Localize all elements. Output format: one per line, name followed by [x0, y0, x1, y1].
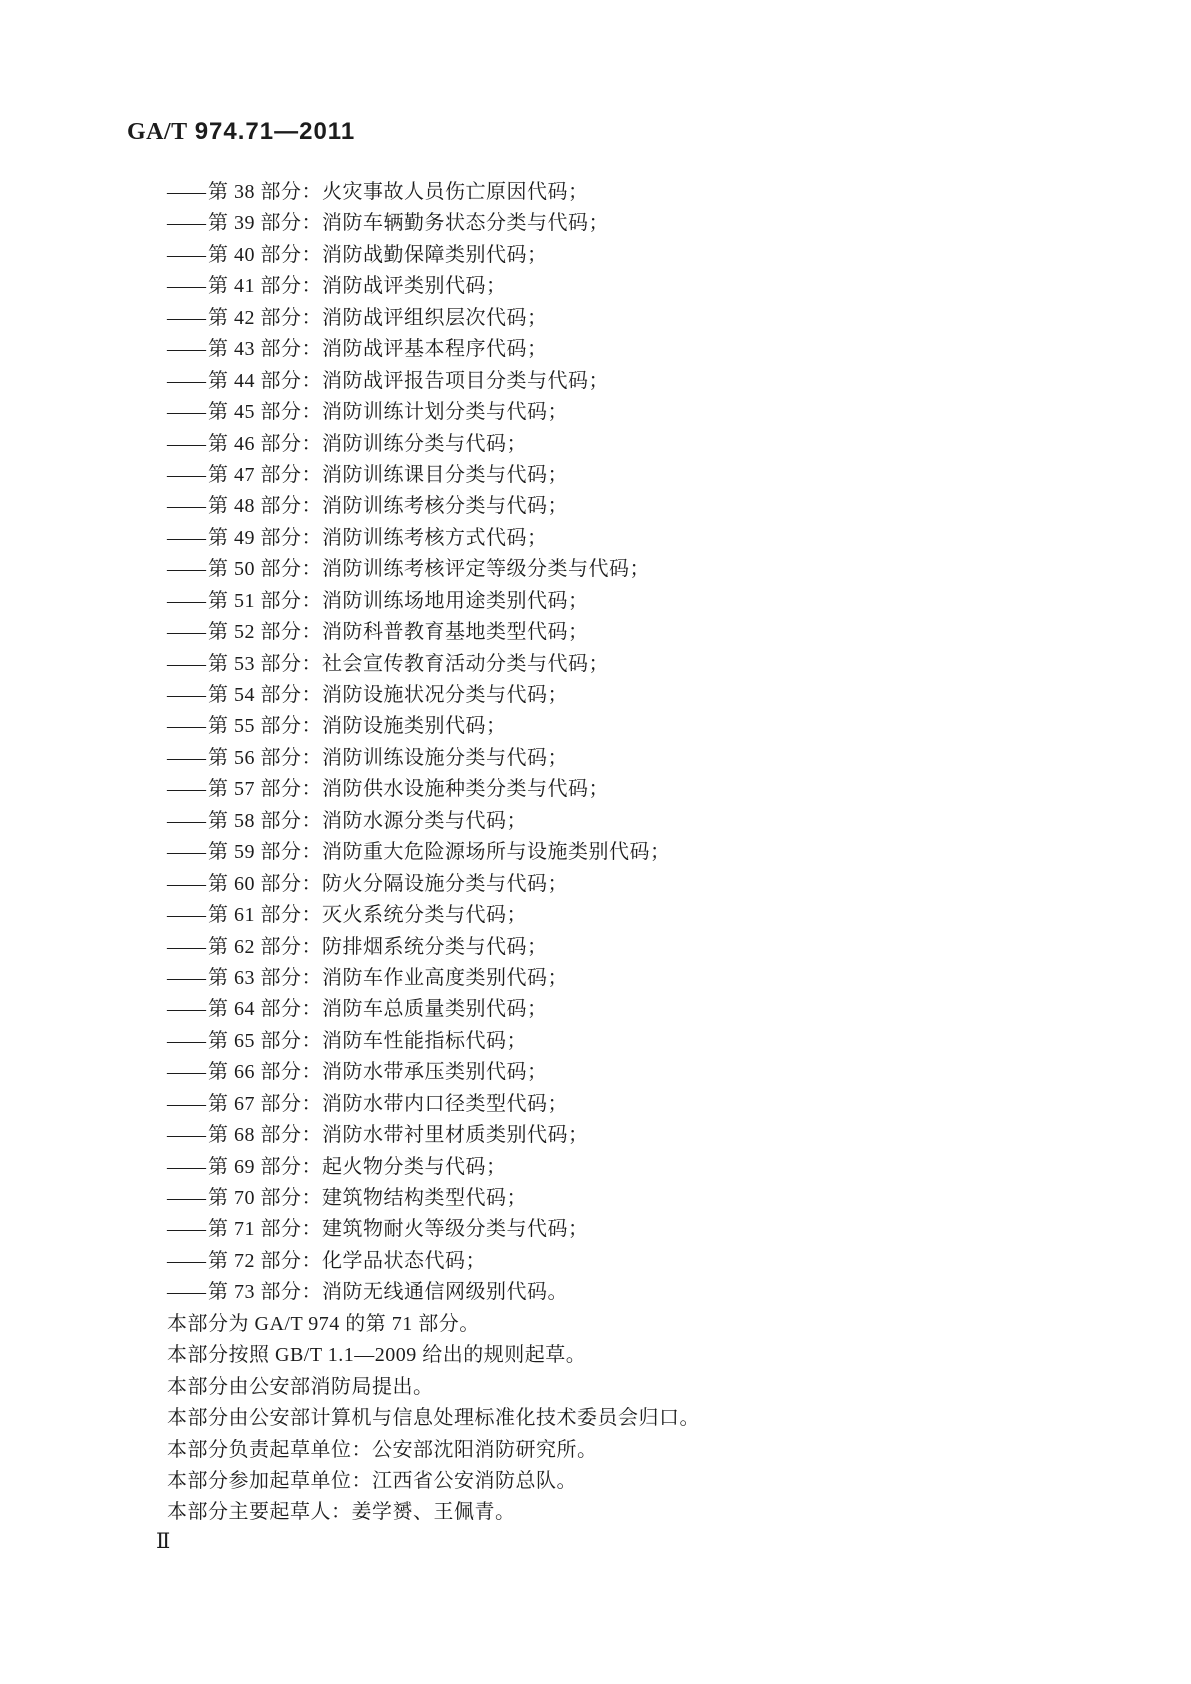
list-item-text: 第 40 部分：消防战勤保障类别代码；: [208, 243, 548, 266]
list-item: [167, 334, 700, 365]
list-item: [167, 1026, 700, 1057]
list-item: [167, 1183, 700, 1214]
list-item: [167, 554, 700, 585]
list-item: [167, 806, 700, 837]
list-item-dash: ——: [167, 526, 205, 549]
doc-number: [127, 118, 355, 146]
list-item-dash: ——: [167, 181, 205, 203]
list-item-dash: ——: [167, 904, 205, 927]
list-item-text: 第 38 部分：火灾事故人员伤亡原因代码；: [208, 181, 589, 203]
list-item: [167, 1214, 700, 1245]
list-item: [167, 680, 700, 711]
list-item: [167, 303, 700, 334]
list-item-text: 第 45 部分：消防训练计划分类与代码；: [208, 401, 568, 424]
list-item-dash: ——: [167, 558, 205, 581]
list-item-text: 第 64 部分：消防车总质量类别代码；: [208, 998, 548, 1021]
paragraphs: [167, 1309, 700, 1529]
list-item-dash: ——: [167, 275, 205, 298]
page-number: Ⅱ: [156, 1529, 171, 1553]
list-item-text: 第 39 部分：消防车辆勤务状态分类与代码；: [208, 212, 609, 235]
list-item-text: 第 42 部分：消防战评组织层次代码；: [208, 306, 548, 329]
list-item-dash: ——: [167, 306, 205, 329]
list-item: [167, 837, 700, 868]
list-item-text: 第 66 部分：消防水带承压类别代码；: [208, 1061, 548, 1084]
list-item-dash: ——: [167, 935, 205, 958]
list-item-dash: ——: [167, 684, 205, 706]
list-item-text: 第 60 部分：防火分隔设施分类与代码；: [208, 872, 568, 895]
list-item: [167, 1152, 700, 1183]
list-item-text: 第 65 部分：消防车性能指标代码；: [208, 1029, 527, 1052]
list-item-text: 第 56 部分：消防训练设施分类与代码；: [208, 746, 568, 769]
list-item-dash: ——: [167, 1092, 205, 1115]
part-list: [167, 177, 700, 1309]
list-item: [167, 711, 700, 742]
list-item: [167, 271, 700, 302]
list-item-text: 第 72 部分：化学品状态代码；: [208, 1249, 486, 1272]
list-item: [167, 900, 700, 931]
foreword-content: [167, 177, 700, 1529]
list-item-dash: ——: [167, 1187, 205, 1209]
paragraph: 本部分主要起草人：姜学赟、王佩青。: [167, 1501, 516, 1524]
paragraph: 本部分按照 GB/T 1.1—2009 给出的规则起草。: [167, 1344, 587, 1367]
list-item-dash: ——: [167, 809, 205, 832]
list-item-text: 第 50 部分：消防训练考核评定等级分类与代码；: [208, 558, 650, 581]
list-item-text: 第 69 部分：起火物分类与代码；: [208, 1155, 507, 1178]
list-item-dash: ——: [167, 621, 205, 644]
list-item-dash: ——: [167, 966, 205, 989]
doc-number-code: GA/T: [127, 119, 188, 145]
list-item-dash: ——: [167, 1029, 205, 1052]
list-item-dash: ——: [167, 1249, 205, 1272]
list-item-dash: ——: [167, 872, 205, 895]
paragraph: 本部分参加起草单位：江西省公安消防总队。: [167, 1469, 577, 1492]
list-item: [167, 994, 700, 1025]
list-item: [167, 1277, 700, 1308]
list-item-text: 第 59 部分：消防重大危险源场所与设施类别代码；: [208, 841, 671, 864]
list-item-dash: ——: [167, 1124, 205, 1147]
list-item: [167, 1089, 700, 1120]
list-item-dash: ——: [167, 1061, 205, 1084]
list-item: [167, 649, 700, 680]
list-item-dash: ——: [167, 369, 205, 392]
list-item-text: 第 43 部分：消防战评基本程序代码；: [208, 338, 548, 361]
list-item: [167, 1120, 700, 1151]
list-item: [167, 397, 700, 428]
list-item-dash: ——: [167, 401, 205, 424]
list-item-text: 第 54 部分：消防设施状况分类与代码；: [208, 684, 568, 706]
list-item-dash: ——: [167, 495, 205, 518]
paragraph: 本部分为 GA/T 974 的第 71 部分。: [167, 1312, 480, 1335]
paragraph: 本部分由公安部计算机与信息处理标准化技术委员会归口。: [167, 1407, 700, 1430]
list-item: [167, 963, 700, 994]
list-item-text: 第 62 部分：防排烟系统分类与代码；: [208, 935, 548, 958]
list-item: [167, 460, 700, 491]
list-item: [167, 208, 700, 239]
list-item: [167, 523, 700, 554]
list-item-dash: ——: [167, 212, 205, 235]
list-item-text: 第 57 部分：消防供水设施种类分类与代码；: [208, 778, 609, 801]
list-item-text: 第 58 部分：消防水源分类与代码；: [208, 809, 527, 832]
list-item: [167, 617, 700, 648]
list-item: [167, 869, 700, 900]
paragraph: 本部分负责起草单位：公安部沈阳消防研究所。: [167, 1438, 598, 1461]
list-item-dash: ——: [167, 338, 205, 361]
list-item: [167, 240, 700, 271]
list-item: [167, 366, 700, 397]
list-item-text: 第 73 部分：消防无线通信网级别代码。: [208, 1281, 568, 1304]
list-item-text: 第 70 部分：建筑物结构类型代码；: [208, 1187, 527, 1209]
list-item-text: 第 49 部分：消防训练考核方式代码；: [208, 526, 548, 549]
list-item-dash: ——: [167, 589, 205, 612]
list-item-dash: ——: [167, 1218, 205, 1241]
list-item-text: 第 55 部分：消防设施类别代码；: [208, 715, 507, 738]
list-item-dash: ——: [167, 998, 205, 1021]
list-item-text: 第 53 部分：社会宣传教育活动分类与代码；: [208, 652, 609, 675]
list-item-dash: ——: [167, 1281, 205, 1304]
list-item-text: 第 63 部分：消防车作业高度类别代码；: [208, 966, 568, 989]
list-item-dash: ——: [167, 1155, 205, 1178]
list-item-dash: ——: [167, 841, 205, 864]
list-item-dash: ——: [167, 715, 205, 738]
list-item-dash: ——: [167, 746, 205, 769]
list-item: [167, 429, 700, 460]
list-item: [167, 932, 700, 963]
list-item: [167, 1246, 700, 1277]
doc-number-edition: 974.71—2011: [194, 118, 356, 145]
list-item: [167, 743, 700, 774]
list-item-text: 第 41 部分：消防战评类别代码；: [208, 275, 507, 298]
list-item-text: 第 46 部分：消防训练分类与代码；: [208, 432, 527, 455]
list-item-dash: ——: [167, 432, 205, 455]
list-item-dash: ——: [167, 463, 205, 486]
list-item: [167, 1057, 700, 1088]
list-item-text: 第 44 部分：消防战评报告项目分类与代码；: [208, 369, 609, 392]
list-item-dash: ——: [167, 243, 205, 266]
list-item-text: 第 52 部分：消防科普教育基地类型代码；: [208, 621, 589, 644]
list-item-dash: ——: [167, 652, 205, 675]
list-item-text: 第 47 部分：消防训练课目分类与代码；: [208, 463, 568, 486]
list-item-dash: ——: [167, 778, 205, 801]
list-item: [167, 177, 700, 208]
list-item-text: 第 71 部分：建筑物耐火等级分类与代码；: [208, 1218, 589, 1241]
list-item-text: 第 48 部分：消防训练考核分类与代码；: [208, 495, 568, 518]
list-item-text: 第 67 部分：消防水带内口径类型代码；: [208, 1092, 568, 1115]
paragraph: 本部分由公安部消防局提出。: [167, 1375, 434, 1398]
list-item: [167, 491, 700, 522]
list-item-text: 第 68 部分：消防水带衬里材质类别代码；: [208, 1124, 589, 1147]
list-item: [167, 586, 700, 617]
list-item: [167, 774, 700, 805]
list-item-text: 第 51 部分：消防训练场地用途类别代码；: [208, 589, 589, 612]
list-item-text: 第 61 部分：灭火系统分类与代码；: [208, 904, 527, 927]
